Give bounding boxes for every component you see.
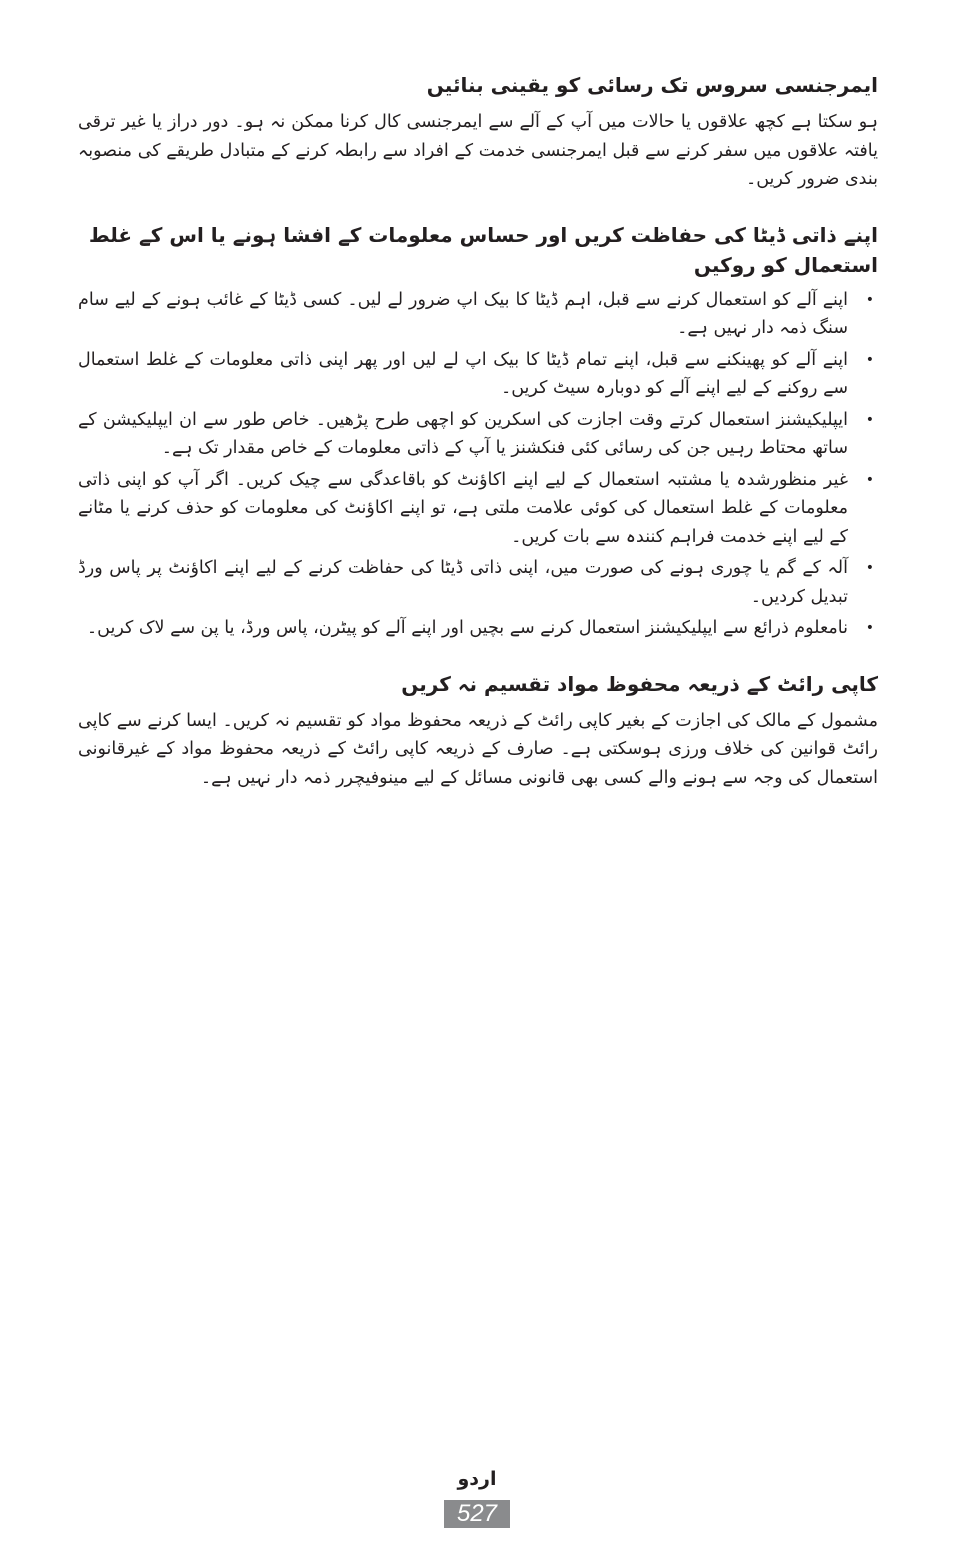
copyright-section [78, 669, 878, 793]
list-item-text: غیر منظورشدہ یا مشتبہ استعمال کے لیے اپنے اکاؤنٹ کو باقاعدگی سے چیک کریں۔ اگر آپ کو اپنی ذاتی معلومات کے غلط استعمال کی کوئی علامت ملتی ہے، تو اپنے اکاؤنٹ کی معلومات کو حذف کرنے یا مٹانے کے لیے اپنے خدمت فراہم کنندہ سے بات کریں۔ [78, 469, 848, 547]
list-item [78, 346, 878, 403]
list-item [78, 286, 878, 343]
list-item-text: اپنے آلے کو استعمال کرنے سے قبل، اہم ڈیٹا کا بیک اپ ضرور لے لیں۔ کسی ڈیٹا کے غائب ہونے کے لیے سام سنگ ذمہ دار نہیں ہے۔ [78, 289, 848, 338]
bullet-icon: • [865, 291, 874, 308]
list-item-text: ایپلیکیشنز استعمال کرتے وقت اجازت کی اسکرین کو اچھی طرح پڑھیں۔ خاص طور سے ان ایپلیکیشن کے ساتھ محتاط رہیں جن کی رسائی کئی فنکشنز یا آپ کے ذاتی معلومات کے خاص مقدار تک ہے۔ [78, 409, 848, 458]
list-item-text: نامعلوم ذرائع سے ایپلیکیشنز استعمال کرنے سے بچیں اور اپنے آلے کو پیٹرن، پاس ورڈ، یا پن سے لاک کریں۔ [86, 618, 848, 638]
list-item [78, 614, 878, 643]
personal-data-section [78, 220, 878, 643]
section-heading: ایمرجنسی سروس تک رسائی کو یقینی بنائیں [426, 73, 878, 97]
page-footer [0, 1466, 954, 1528]
list-item [78, 466, 878, 552]
section-heading: اپنے ذاتی ڈیٹا کی حفاظت کریں اور حساس معلومات کے افشا ہونے یا اس کے غلط استعمال کو روکیں [88, 222, 878, 277]
section-heading: کاپی رائٹ کے ذریعہ محفوظ مواد تقسیم نہ کریں [401, 671, 878, 696]
section-paragraph: ہو سکتا ہے کچھ علاقوں یا حالات میں آپ کے آلے سے ایمرجنسی کال کرنا ممکن نہ ہو۔ دور دراز یا غیر ترقی یافتہ علاقوں میں سفر کرنے سے قبل ایمرجنسی خدمت کے افراد سے رابطہ کرنے کے متبادل طریقے کی منصوبہ بندی ضرور کریں۔ [78, 112, 878, 189]
page-content [78, 70, 878, 792]
list-item [78, 554, 878, 611]
bullet-icon: • [865, 471, 874, 488]
bullet-icon: • [865, 620, 874, 636]
page-number: 527 [444, 1500, 510, 1528]
list-item-text: آلہ کے گم یا چوری ہونے کی صورت میں، اپنی ذاتی ڈیٹا کی حفاظت کرنے کے لیے اپنے اکاؤنٹ پر پاس ورڈ تبدیل کردیں۔ [78, 558, 848, 607]
emergency-service-section [78, 70, 878, 194]
list-item-text: اپنے آلے کو پھینکنے سے قبل، اپنے تمام ڈیٹا کا بیک اپ لے لیں اور پھر اپنی ذاتی معلومات کے غلط استعمال سے روکنے کے لیے اپنے آلے کو دوبارہ سیٹ کریں۔ [78, 349, 848, 398]
list-item [78, 406, 878, 463]
bullet-list [78, 286, 878, 643]
bullet-icon: • [865, 411, 874, 428]
footer-language-label: اردو [457, 1468, 497, 1490]
section-paragraph: مشمول کے مالک کی اجازت کے بغیر کاپی رائٹ کے ذریعہ محفوظ مواد کو تقسیم نہ کریں۔ ایسا کرنے سے کاپی رائٹ قوانین کی خلاف ورزی ہوسکتی ہے۔ صارف کے ذریعہ کاپی رائٹ کے ذریعہ محفوظ مواد کے غیرقانونی استعمال کی وجہ سے ہونے والے کسی بھی قانونی مسائل کے لیے مینوفیچرر ذمہ دار نہیں ہے۔ [78, 710, 878, 788]
bullet-icon: • [865, 560, 874, 576]
bullet-icon: • [865, 351, 874, 368]
